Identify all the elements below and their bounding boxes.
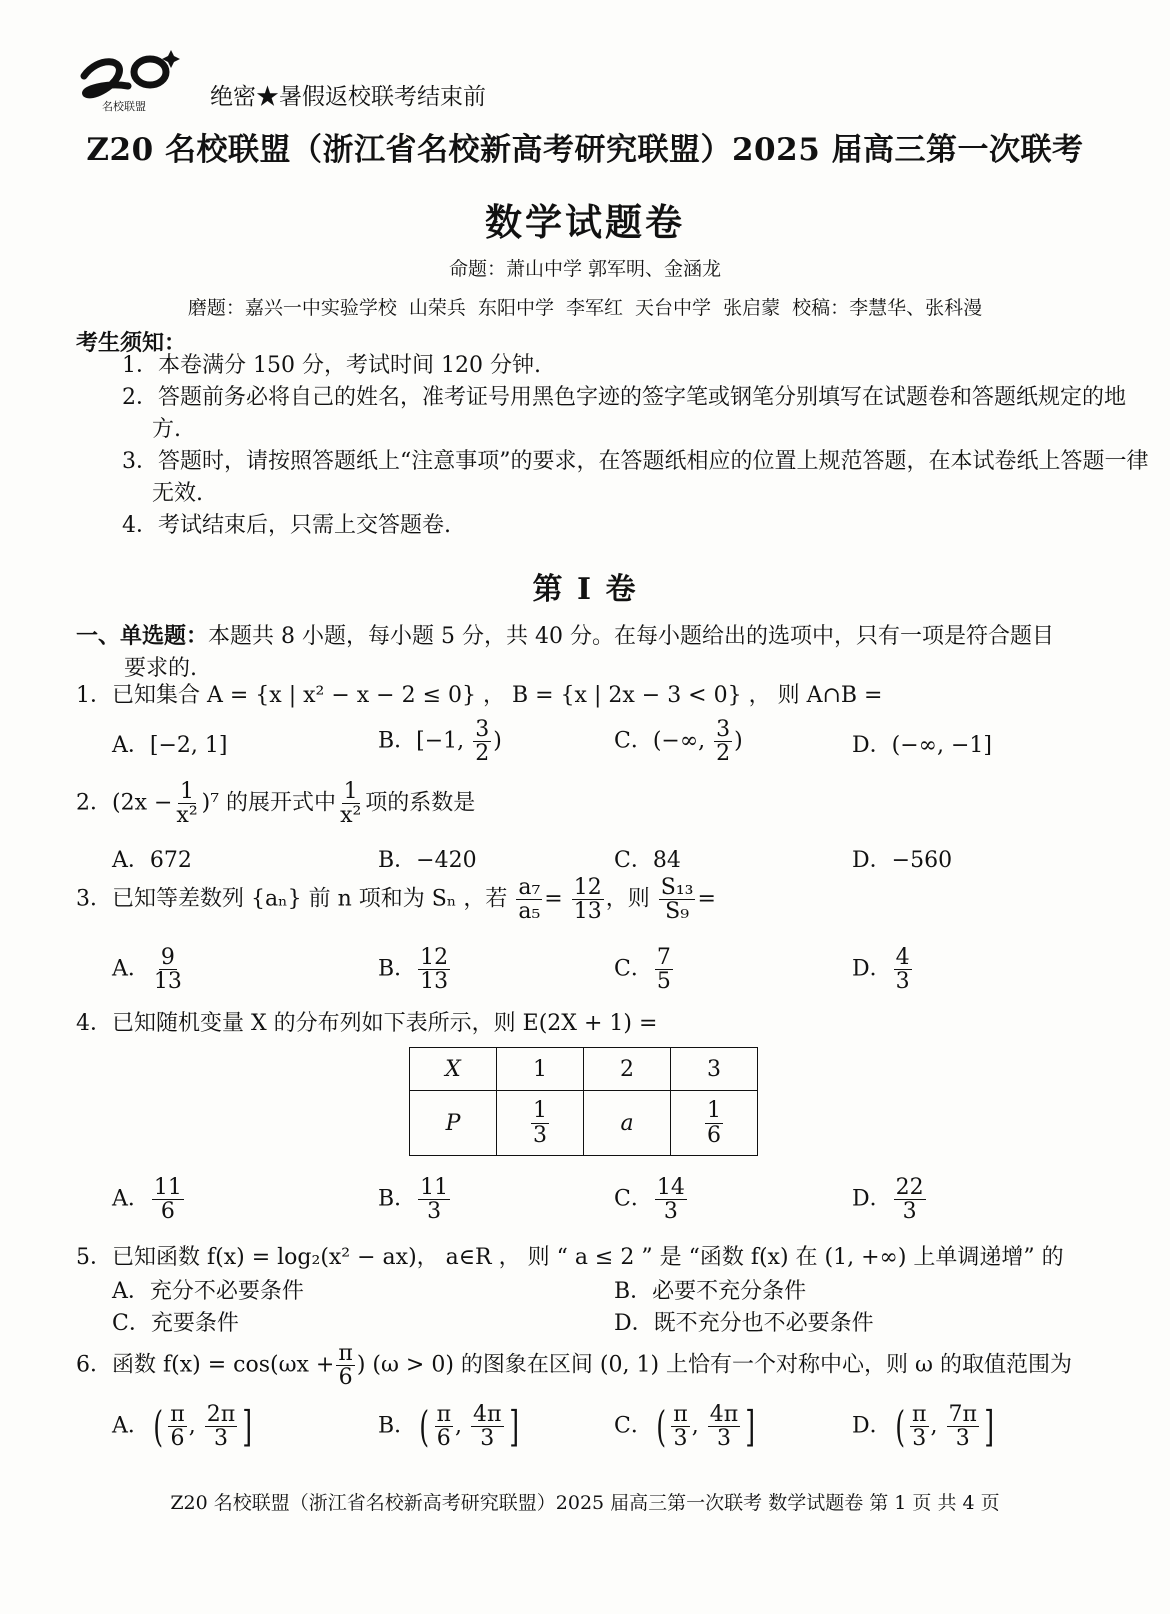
option-b: B．−420 <box>378 848 477 873</box>
notice-item: 4．考试结束后，只需上交答题卷. <box>122 513 451 538</box>
question-text: 已知集合 A = {x | x² − x − 2 ≤ 0} ， B = {x | 2x − 3 < 0} ， 则 A∩B = <box>112 683 883 708</box>
notice-heading: 考生须知： <box>76 330 187 356</box>
option-c: C． $\frac{14}{3}$ <box>614 1175 685 1225</box>
question-number: 1． <box>76 683 112 708</box>
option-c: C． $\frac{7}{5}$ <box>614 945 671 995</box>
distribution-table <box>409 1047 758 1156</box>
table-cell: $\frac{1}{6}$ <box>671 1091 758 1156</box>
option-b: B．[−1, $\frac{3}{2}$ ) <box>378 717 502 767</box>
option-d: D．( $\frac{\pi}{3}$ , $\frac{7\pi}{3}$ ] <box>852 1401 995 1451</box>
option-d: D．−560 <box>852 848 953 873</box>
option-a: A．[−2, 1] <box>112 733 228 758</box>
notice-item: 1．本卷满分 150 分，考试时间 120 分钟. <box>122 353 541 378</box>
table-cell: 1 <box>497 1048 584 1091</box>
authors: 命题：萧山中学 郭军明、金涵龙 <box>448 258 722 280</box>
notice-list <box>122 350 1150 542</box>
option-d: D．(−∞, −1] <box>852 733 992 758</box>
reviewers: 磨题：嘉兴一中实验学校 山荣兵 东阳中学 李军红 天台中学 张启蒙 校稿：李慧华、张科漫 <box>187 297 983 319</box>
question-1 <box>76 678 883 709</box>
option-a: A． $\frac{9}{13}$ <box>112 945 182 995</box>
option-a: A．672 <box>112 848 192 873</box>
table-cell: 2 <box>584 1048 671 1091</box>
question-5: 5．已知函数 f(x) = log₂(x² − ax)， a∈R ， 则 “ a ≤ 2 ” 是 “函数 f(x) 在 (1, +∞) 上单调递增” 的 <box>76 1245 1064 1270</box>
notice-item: 3．答题时，请按照答题纸上“注意事项”的要求，在答题纸相应的位置上规范答题，在本试卷纸上答题一律无效. <box>122 449 1149 506</box>
option-a: A．( $\frac{\pi}{6}$ , $\frac{2\pi}{3}$ ] <box>112 1401 253 1451</box>
notice-item: 2．答题前务必将自己的姓名，准考证号用黑色字迹的签字笔或钢笔分别填写在试题卷和答题纸规定的地方. <box>122 385 1127 442</box>
confidential-label: 绝密★暑假返校联考结束前 <box>210 84 486 110</box>
section-label: 一、单选题： <box>76 623 209 649</box>
option-d: D． $\frac{4}{3}$ <box>852 945 910 995</box>
option-c: C．(−∞, $\frac{3}{2}$ ) <box>614 717 743 767</box>
page-footer: Z20 名校联盟（浙江省名校新高考研究联盟）2025 届高三第一次联考 数学试题卷 第 1 页 共 4 页 <box>170 1492 1000 1514</box>
table-cell: $\frac{1}{3}$ <box>497 1091 584 1156</box>
table-cell: X <box>410 1048 497 1091</box>
section-desc-cont: 要求的. <box>124 656 197 681</box>
table-cell: P <box>410 1091 497 1156</box>
option-b: B．必要不充分条件 <box>614 1279 807 1304</box>
option-d: D． $\frac{22}{3}$ <box>852 1175 924 1225</box>
option-b: B．( $\frac{\pi}{6}$ , $\frac{4\pi}{3}$ ] <box>378 1401 519 1451</box>
table-cell: a <box>584 1091 671 1156</box>
option-c: C．84 <box>614 848 681 873</box>
exam-title: Z20 名校联盟（浙江省名校新高考研究联盟）2025 届高三第一次联考 <box>86 132 1084 168</box>
section-heading <box>76 620 1116 685</box>
question-3: 3．已知等差数列 {aₙ} 前 n 项和为 Sₙ ，若 $\frac{\text{a₇}}{\text{a₅}}$ = $\frac{12}{13}$ ，则 $\frac{\text{S₁₃}}{\text{S₉}}$ = <box>76 875 716 925</box>
table-cell: 3 <box>671 1048 758 1091</box>
option-d: D．既不充分也不必要条件 <box>614 1311 874 1336</box>
option-b: B． $\frac{12}{13}$ <box>378 945 449 995</box>
option-a: A．充分不必要条件 <box>112 1279 304 1304</box>
option-a: A． $\frac{11}{6}$ <box>112 1175 182 1225</box>
volume-title: 第 I 卷 <box>532 572 638 607</box>
question-4: 4．已知随机变量 X 的分布列如下表所示，则 E(2X + 1) = <box>76 1011 658 1036</box>
subject-title: 数学试题卷 <box>485 200 685 244</box>
question-6: 6．函数 f(x) = cos(ωx + $\frac{\pi}{6}$ ) (ω > 0) 的图象在区间 (0, 1) 上恰有一个对称中心，则 ω 的取值范围为 <box>76 1341 1072 1391</box>
option-c: C．充要条件 <box>112 1311 239 1336</box>
option-b: B． $\frac{11}{3}$ <box>378 1175 449 1225</box>
question-2: 2．(2x − $\frac{1}{\text{x²}}$ )⁷ 的展开式中 $\frac{1}{\text{x²}}$ 项的系数是 <box>76 779 476 829</box>
option-c: C．( $\frac{\pi}{3}$ , $\frac{4\pi}{3}$ ] <box>614 1401 756 1451</box>
logo <box>78 46 188 116</box>
logo-caption: 名校联盟 <box>102 100 146 113</box>
section-desc: 本题共 8 小题，每小题 5 分，共 40 分。在每小题给出的选项中，只有一项是符合题目 <box>208 624 1054 649</box>
